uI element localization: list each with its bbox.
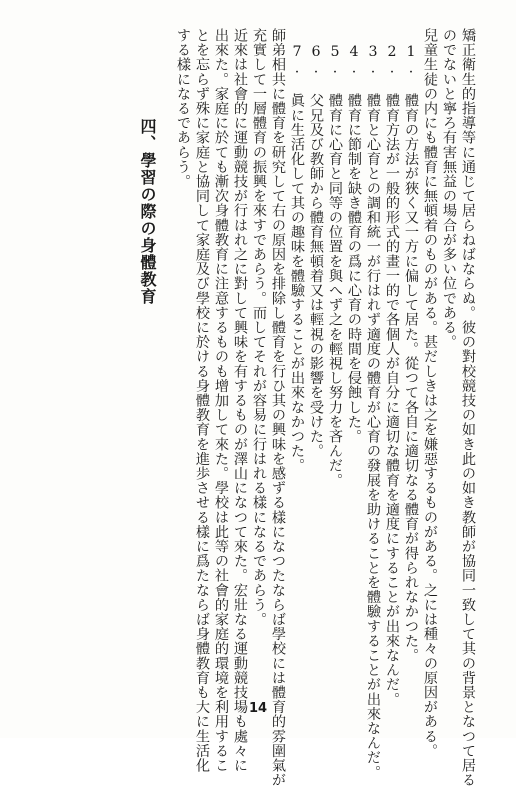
page-number: 14 [248, 701, 268, 716]
text-column: とを忘らず殊に家庭と協同して家庭及び學校に於ける身體教育を進歩させる樣に爲たならば身體教育も大に生活化 [194, 28, 210, 773]
list-item: 3. 體育と心育との調和統一が行はれず適度の體育が心育の發展を助けることを體驗することが出來なんだ。 [365, 44, 381, 780]
list-item: 6. 父兄及び教師から體育無頓着又は輕視の影響を受けた。 [308, 44, 324, 459]
text-column: 出來た。家庭に於ても漸次身體教育に注意するものも增加して來た。學校は此等の社會的家庭的環境を利用するこ [213, 28, 229, 773]
list-item: 4. 體育に節制を缺き體育の爲に心育の時間を侵蝕した。 [346, 44, 362, 444]
list-item: 7. 眞に生活化して其の趣味を體驗することが出來なかつた。 [289, 44, 305, 473]
text-column: する樣になるであらう。 [175, 28, 191, 189]
text-column: 近來は社會的に運動競技が行はれ之に對して興味を有するものが澤山になつて來た。宏壯なる運動競技場も處々に [232, 28, 248, 773]
text-column: 兒童生徒の内にも體育に無頓着のものがある。甚だしきは之を嫌惡するものがある。之には種々の原因がある。 [422, 28, 438, 758]
section-heading: 四、學習の際の身體教育 [138, 118, 157, 305]
text-column: 矯正衛生的指導等に通じて居らねばならぬ。彼の對校競技の如き此の如き教師が協同一致して其の背景となつて居る [460, 28, 476, 787]
text-column: 師弟相共に體育を研究して右の原因を排除し體育を行ひ其の興味を感ずる樣になつたならば學校には體育的雰圍氣が [270, 28, 286, 787]
list-item: 5. 體育に心育と同等の位置を與へず之を輕視し努力を吝んだ。 [327, 44, 343, 488]
list-item: 2. 體育方法が一般的形式的畫一的で各個人が自分に適切な體育を適度にすることが出來なんだ。 [384, 44, 400, 707]
text-column: 充實して一層體育の振興を來すであらう。而してそれが容易に行はれる樣になるであらう。 [251, 28, 267, 627]
column-spacer [158, 28, 172, 668]
text-column: のでないと寧ろ有害無益の場合が多い位である。 [441, 28, 457, 350]
list-item: 1. 體育の方法が狹く又一方に偏して居た。從つて各自に適切なる體育が得られなかつた。 [403, 44, 419, 663]
